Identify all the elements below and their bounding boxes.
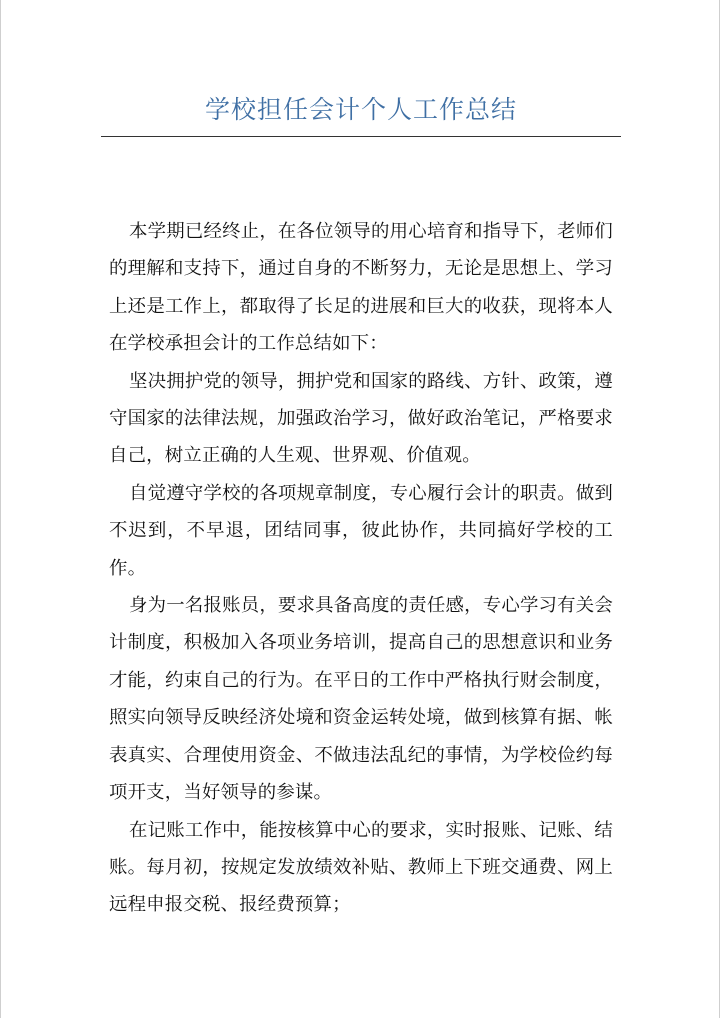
paragraph-accounting-duties: 身为一名报账员，要求具备高度的责任感，专心学习有关会计制度，积极加入各项业务培训，提高自己的思想意识和业务才能，约束自己的行为。在平日的工作中严格执行财会制度，照实向领导反映经济处境和资金运转处境，做到核算有据、帐表真实、合理使用资金、不做违法乱纪的事情，为学校俭约每项开支，当好领导的参谋。 xyxy=(109,595,613,804)
paragraph-school-rules: 自觉遵守学校的各项规章制度，专心履行会计的职责。做到不迟到，不早退，团结同事，彼此协作，共同搞好学校的工作。 xyxy=(109,482,613,579)
document-title: 学校担任会计个人工作总结 xyxy=(204,95,517,124)
paragraph-political-stance: 坚决拥护党的领导，拥护党和国家的路线、方针、政策，遵守国家的法律法规，加强政治学习，做好政治笔记，严格要求自己，树立正确的人生观、世界观、价值观。 xyxy=(109,370,613,467)
title-divider xyxy=(101,136,621,137)
paragraph-intro: 本学期已经终止，在各位领导的用心培育和指导下，老师们的理解和支持下，通过自身的不断努力，无论是思想上、学习上还是工作上，都取得了长足的进展和巨大的收获，现将本人在学校承担会计的工作总结如下： xyxy=(109,221,613,355)
document-body xyxy=(109,213,613,924)
paragraph-bookkeeping: 在记账工作中，能按核算中心的要求，实时报账、记账、结账。每月初，按规定发放绩效补贴、教师上下班交通费、网上远程申报交税、报经费预算； xyxy=(109,819,613,916)
